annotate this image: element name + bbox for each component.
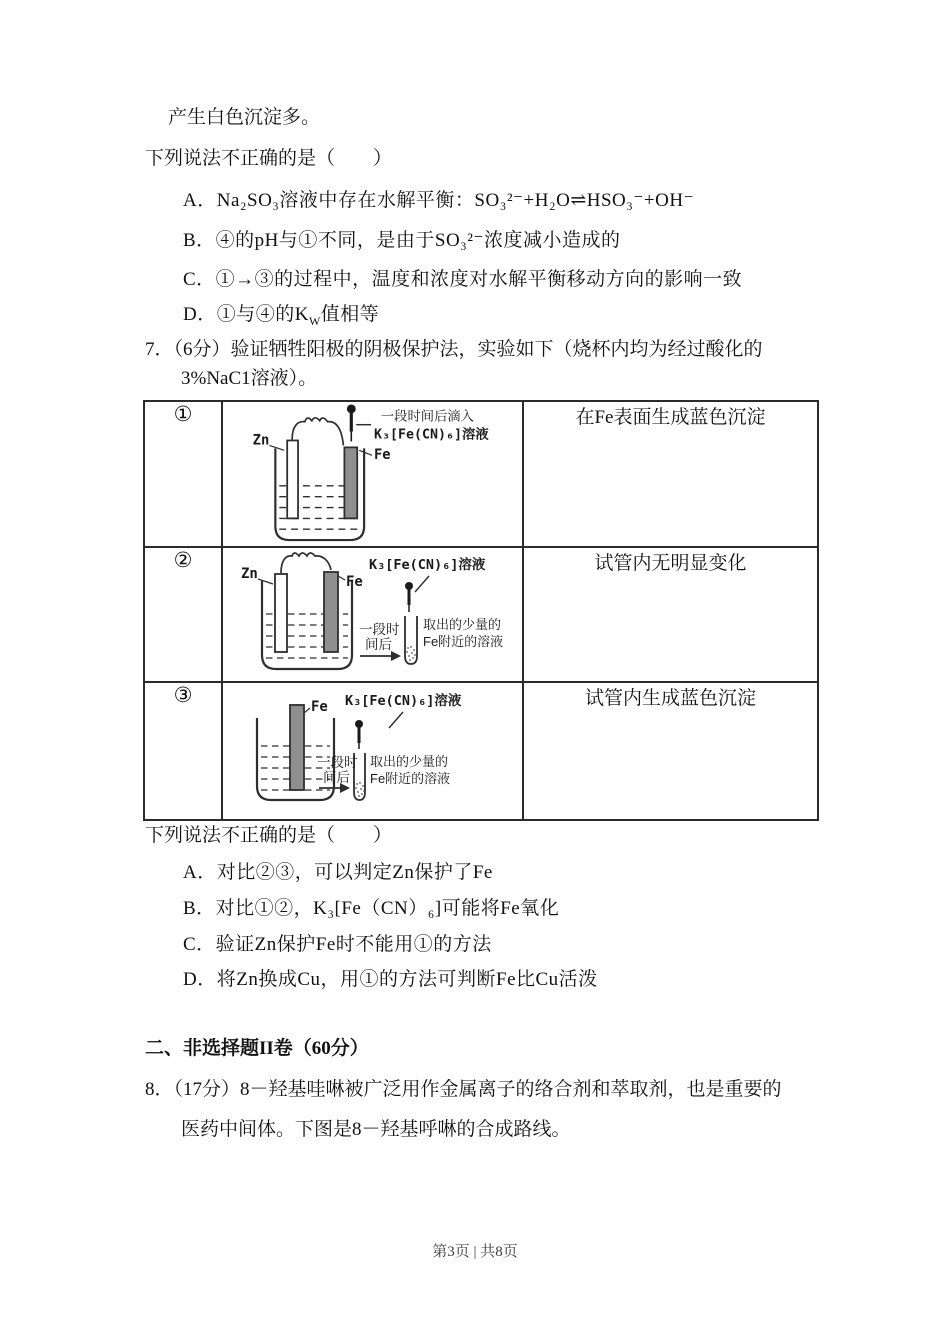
precipitate-dots (406, 646, 416, 661)
fe-label: Fe (311, 699, 328, 715)
section2-heading: 二、非选择题II卷（60分） (145, 1038, 369, 1059)
tube-caption-line2: Fe附近的溶液 (423, 634, 504, 649)
row1-diagram-cell (222, 401, 523, 547)
row3-number: ③ (144, 682, 222, 820)
table-row (144, 401, 818, 547)
diagram-2-zn-fe-sample (223, 548, 522, 681)
wire-coil (281, 553, 331, 573)
fe-pointer-line (359, 450, 372, 455)
tube-caption-line1: 取出的少量的 (423, 617, 502, 632)
zn-electrode (287, 440, 298, 518)
wire-coil (292, 418, 343, 446)
q6-option-d-pre: D．①与④的K (183, 304, 309, 325)
row2-number: ② (144, 547, 222, 682)
fe-label: Fe (346, 574, 363, 590)
q7-option-a: A．对比②③，可以判定Zn保护了Fe (183, 862, 493, 883)
row3-diagram-cell (222, 682, 523, 820)
zn-electrode (275, 574, 287, 652)
arrow-icon (360, 651, 401, 661)
q8-stem-line1: 8．（17分）8－羟基哇啉被广泛用作金属离子的络合剂和萃取剂，也是重要的 (145, 1079, 782, 1100)
fe-pointer-line (338, 576, 345, 580)
table-row (144, 547, 818, 682)
solution-pointer-line (415, 576, 429, 592)
precipitate-dots (355, 782, 365, 797)
q8-stem-line2: 医药中间体。下图是8－羟基呼啉的合成路线。 (181, 1119, 571, 1140)
row2-result: 试管内无明显变化 (523, 547, 818, 682)
time-label-line1: 一段时 (317, 755, 358, 770)
fe-electrode (290, 705, 304, 790)
row1-result: 在Fe表面生成蓝色沉淀 (523, 401, 818, 547)
q6-option-d-post: 值相等 (320, 304, 380, 325)
zn-pointer-line (258, 579, 273, 584)
test-tube-icon (405, 616, 417, 664)
row2-diagram-cell (222, 547, 523, 682)
diagram-1-zn-fe-cell (223, 402, 522, 546)
dropper-icon (405, 582, 413, 612)
solution-pointer-line (389, 712, 403, 728)
time-label-line1: 一段时 (359, 622, 400, 637)
q7-stem-line1: 7．（6分）验证牺牲阳极的阴极保护法，实验如下（烧杯内均为经过酸化的 (145, 339, 763, 360)
q7-option-d: D．将Zn换成Cu，用①的方法可判断Fe比Cu活泼 (183, 969, 598, 990)
q7-option-c: C．验证Zn保护Fe时不能用①的方法 (183, 934, 492, 955)
drop-caption-line1: 一段时间后滴入 (380, 408, 474, 424)
zn-label: Zn (241, 566, 258, 582)
q6-option-d (183, 303, 379, 333)
fe-label: Fe (373, 447, 391, 464)
q6-option-b: B．④的pH与①不同，是由于SO₃²⁻浓度减小造成的 (183, 230, 621, 251)
diagram-3-fe-only (223, 683, 522, 819)
carry-over-text: 产生白色沉淀多。 (168, 107, 321, 128)
q7-option-b: B．对比①②，K₃[Fe（CN）₆]可能将Fe氧化 (183, 898, 560, 919)
q7-question-stem: 下列说法不正确的是（ ） (145, 825, 393, 846)
q6-option-a: A．Na₂SO₃溶液中存在水解平衡：SO₃²⁻+H₂O⇌HSO₃⁻+OH⁻ (183, 190, 695, 211)
tube-caption-line1: 取出的少量的 (370, 754, 449, 769)
time-label-line2: 间后 (323, 770, 350, 785)
zn-pointer-line (269, 445, 284, 450)
experiment-table (143, 400, 819, 821)
q6-question-stem: 下列说法不正确的是（ ） (145, 148, 393, 169)
solution-label: K₃[Fe(CN)₆]溶液 (369, 557, 486, 573)
solution-label: K₃[Fe(CN)₆]溶液 (345, 693, 462, 709)
page-number-footer: 第3页 | 共8页 (432, 1244, 518, 1260)
zn-label: Zn (252, 432, 270, 449)
time-label-line2: 间后 (365, 637, 392, 652)
row3-result: 试管内生成蓝色沉淀 (523, 682, 818, 820)
q7-stem-line2: 3%NaC1溶液）。 (181, 368, 318, 389)
q6-option-c: C．①→③的过程中，温度和浓度对水解平衡移动方向的影响一致 (183, 269, 743, 290)
dropper-icon (355, 720, 363, 749)
row1-number: ① (144, 401, 222, 547)
dropper-icon (347, 404, 356, 441)
fe-electrode (324, 572, 338, 652)
table-row (144, 682, 818, 820)
kw-subscript: W (308, 313, 321, 328)
fe-electrode (344, 447, 357, 518)
drop-caption-line2: K₃[Fe(CN)₆]溶液 (373, 427, 489, 443)
tube-caption-line2: Fe附近的溶液 (370, 771, 451, 786)
